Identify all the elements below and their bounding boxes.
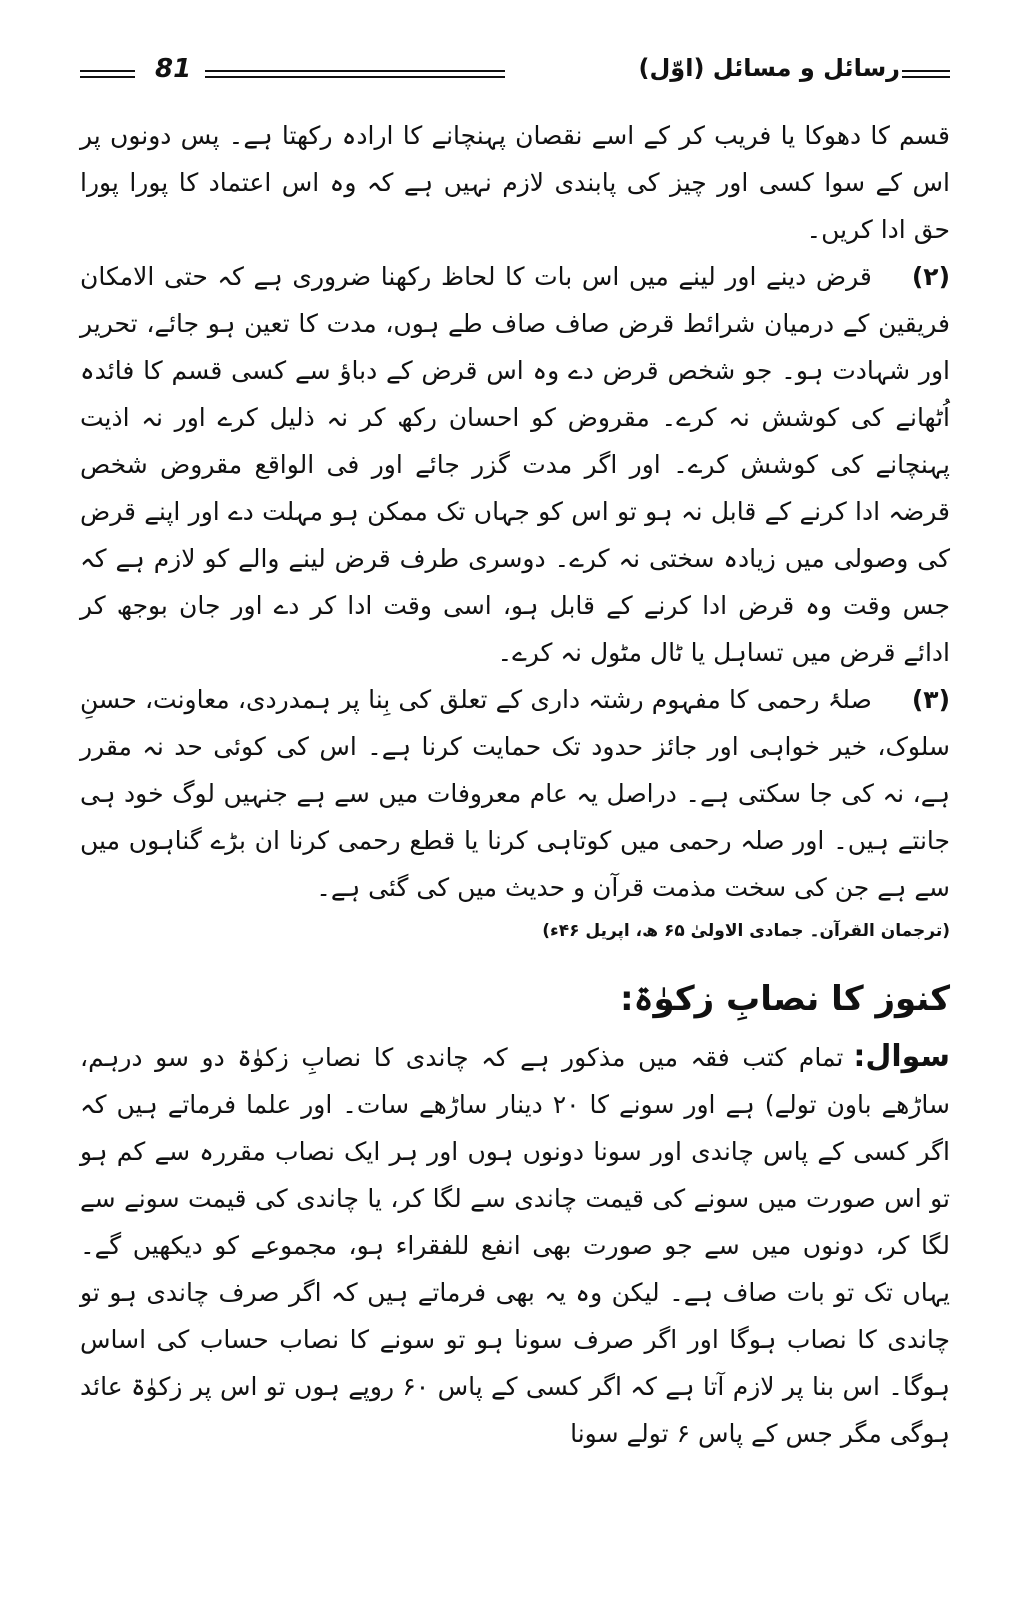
paragraph-2 <box>80 253 950 676</box>
main-text <box>80 112 950 1457</box>
question-paragraph <box>80 1033 950 1457</box>
section-heading: کنوز کا نصابِ زکوٰۃ: <box>620 979 950 1019</box>
paragraph-3 <box>80 676 950 911</box>
source-citation: (ترجمان القرآن۔ جمادی الاولیٰ ۶۵ ھ، اپریل ۴۶ء) <box>542 921 950 941</box>
paragraph-number-3: (۳) <box>911 685 950 714</box>
question-text: تمام کتب فقہ میں مذکور ہے کہ چاندی کا نصابِ زکوٰۃ دو سو درہم، ساڑھے باون تولے) ہے اور سونے کا ۲۰ دینار ساڑھے سات۔ اور علما فرماتے ہیں کہ اگر کسی کے پاس چاندی اور سونا دونوں ہوں اور ہر ایک نصاب مقررہ سے کم ہو تو اس صورت میں سونے کی قیمت چاندی سے لگا کر، یا چاندی کی قیمت سونے سے لگا کر، دونوں میں سے جو صورت بھی انفع للفقراء ہو، مجموعے کو دیکھیں گے۔ یہاں تک تو بات صاف ہے۔ لیکن وہ یہ بھی فرماتے ہیں کہ اگر صرف چاندی ہو تو چاندی کا نصاب ہوگا اور اگر صرف سونا ہو تو سونے کا نصاب حساب کی اساس ہوگا۔ اس بنا پر لازم آتا ہے کہ اگر کسی کے پاس ۶۰ روپے ہوں تو اس پر زکوٰۃ عائد ہوگی مگر جس کے پاس ۶ تولے سونا <box>80 1043 950 1448</box>
question-label: سوال: <box>853 1039 950 1074</box>
header-rule-middle <box>205 70 505 72</box>
page-header <box>80 52 950 96</box>
paragraph-number-2: (۲) <box>911 262 950 291</box>
paragraph-3-text: صلۂ رحمی کا مفہوم رشتہ داری کے تعلق کی بِنا پر ہمدردی، معاونت، حسنِ سلوک، خیر خواہی اور جائز حدود تک حمایت کرنا ہے۔ اس کی کوئی حد نہ مقرر ہے، نہ کی جا سکتی ہے۔ دراصل یہ عام معروفات میں سے ہے جنہیں لوگ خود ہی جانتے ہیں۔ اور صلہ رحمی میں کوتاہی کرنا یا قطع رحمی کرنا ان بڑے گناہوں میں سے ہے جن کی سخت مذمت قرآن و حدیث میں کی گئی ہے۔ <box>80 685 950 902</box>
paragraph-2-text: قرض دینے اور لینے میں اس بات کا لحاظ رکھنا ضروری ہے کہ حتی الامکان فریقین کے درمیان شرائط قرض صاف صاف طے ہوں، مدت کا تعین ہو جائے، تحریر اور شہادت ہو۔ جو شخص قرض دے وہ اس قرض کے دباؤ سے کسی قسم کا فائدہ اُٹھانے کی کوشش نہ کرے۔ مقروض کو احسان رکھ کر نہ ذلیل کرے اور نہ اذیت پہنچانے کی کوشش کرے۔ اور اگر مدت گزر جائے اور فی الواقع مقروض شخص قرضہ ادا کرنے کے قابل نہ ہو تو اس کو جہاں تک ممکن ہو مہلت دے اور اپنے قرض کی وصولی میں زیادہ سختی نہ کرے۔ دوسری طرف قرض لینے والے کو لازم ہے کہ جس وقت وہ قرض ادا کرنے کے قابل ہو، اسی وقت ادا کر دے اور جان بوجھ کر ادائے قرض میں تساہل یا ٹال مٹول نہ کرے۔ <box>80 262 950 667</box>
page-number: 81 <box>155 54 192 84</box>
header-rule-left <box>80 70 135 72</box>
running-head: رسائل و مسائل (اوّل) <box>638 54 900 82</box>
paragraph-intro: قسم کا دھوکا یا فریب کر کے اسے نقصان پہنچانے کا ارادہ رکھتا ہے۔ پس دونوں پر اس کے سوا کسی اور چیز کی پابندی لازم نہیں ہے کہ وہ اس اعتماد کا پورا پورا حق ادا کریں۔ <box>80 121 950 244</box>
header-rule-right <box>902 70 950 72</box>
